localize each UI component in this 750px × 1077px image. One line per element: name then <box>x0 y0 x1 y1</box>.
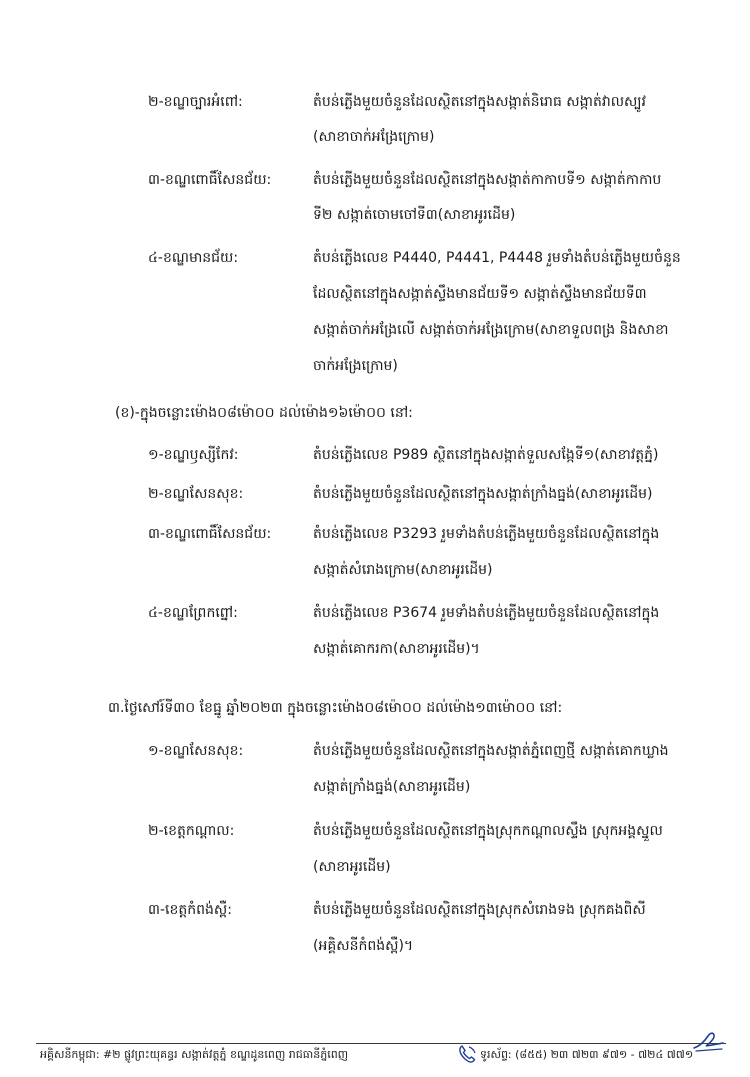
district-text-line: តំបន់ភ្លើងមួយចំនួនដែលស្ថិតនៅក្នុងសង្កាត់ក្រាំងធ្នង់(សាខាអូរដើម) <box>313 486 653 502</box>
district-label: ៣-ខណ្ឌពោធិ៍សែនជ័យ: <box>148 172 272 188</box>
section-heading: ៣.ថ្ងៃសៅរ៍ទី៣០ ខែធ្នូ ឆ្នាំ២០២៣ ក្នុងចន្លោះម៉ោង០៨ម៉ោ០០ ដល់ម៉ោង១៣ម៉ោ០០ នៅ: <box>108 700 563 716</box>
district-text-line: សង្កាត់គោករកា(សាខាអូរដើម)។ <box>313 641 480 657</box>
district-label: ៤-ខណ្ឌមានជ័យ: <box>148 250 239 266</box>
district-label: ៤-ខណ្ឌព្រែកព្នៅ: <box>148 605 238 621</box>
phone-icon <box>456 1043 478 1065</box>
district-text-line: តំបន់ភ្លើងមួយចំនួនដែលស្ថិតនៅក្នុងសង្កាត់ភ្នំពេញថ្មី សង្កាត់គោកឃ្លាង <box>313 743 669 759</box>
district-text-line: តំបន់ភ្លើងមួយចំនួនដែលស្ថិតនៅក្នុងស្រុកកណ្ដាលស្ទឹង ស្រុកអង្គស្នួល <box>313 823 663 839</box>
district-label: ១-ខណ្ឌសែនសុខ: <box>148 743 244 759</box>
district-text-line: ដែលស្ថិតនៅក្នុងសង្កាត់ស្ទឹងមានជ័យទី១ សង្កាត់ស្ទឹងមានជ័យទី៣ <box>313 286 647 302</box>
district-text-line: តំបន់ភ្លើងលេខ P3293 រួមទាំងតំបន់ភ្លើងមួយចំនួនដែលស្ថិតនៅក្នុង <box>313 526 660 542</box>
district-label: ២-ខណ្ឌសែនសុខ: <box>148 486 244 502</box>
district-text-line: តំបន់ភ្លើងមួយចំនួនដែលស្ថិតនៅក្នុងសង្កាត់និរោធ សង្កាត់វាលស្បូវ <box>313 94 646 110</box>
district-text-line: តំបន់ភ្លើងមួយចំនួនដែលស្ថិតនៅក្នុងស្រុកសំរោងទង ស្រុកគងពិសី <box>313 902 646 918</box>
footer-divider <box>36 1043 726 1044</box>
district-text-line: (អគ្គិសនីកំពង់ស្ពឺ)។ <box>313 938 414 954</box>
footer-phone: ទូរស័ព្ទ: (៨៥៥) ២៣ ៧២៣ ៩៧១ - ៧២៤ ៧៧១ <box>480 1048 694 1061</box>
district-text-line: ចាក់អង្រែក្រោម) <box>313 358 398 374</box>
district-text-line: សង្កាត់សំរោងក្រោម(សាខាអូរដើម) <box>313 562 493 578</box>
signature-mark <box>690 1028 726 1054</box>
time-range-subheading: (ខ)-ក្នុងចន្លោះម៉ោង០៨ម៉ោ០០ ដល់ម៉ោង១៦ម៉ោ០០ នៅ: <box>115 405 413 421</box>
district-text-line: ទី២ សង្កាត់ចោមចៅទី៣(សាខាអូរដើម) <box>313 207 516 223</box>
district-text-line: តំបន់ភ្លើងលេខ P3674 រួមទាំងតំបន់ភ្លើងមួយចំនួនដែលស្ថិតនៅក្នុង <box>313 605 660 621</box>
district-text-line: សង្កាត់ក្រាំងធ្នង់(សាខាអូរដើម) <box>313 779 471 795</box>
district-label: ២-ខណ្ឌច្បារអំពៅ: <box>148 94 243 110</box>
district-text-line: (សាខាអូរដើម) <box>313 859 391 875</box>
district-text-line: (សាខាចាក់អង្រែក្រោម) <box>313 129 435 145</box>
district-text-line: តំបន់ភ្លើងលេខ P989 ស្ថិតនៅក្នុងសង្កាត់ទួលសង្កែទី១(សាខាវត្តភ្នំ) <box>313 447 659 463</box>
province-label: ២-ខេត្តកណ្ដាល: <box>148 823 235 839</box>
district-text-line: សង្កាត់ចាក់អង្រែលើ សង្កាត់ចាក់អង្រែក្រោម(សាខាទួលពង្រ និងសាខា <box>313 322 669 338</box>
district-label: ១-ខណ្ឌឫស្សីកែវ: <box>148 447 239 463</box>
district-text-line: តំបន់ភ្លើងមួយចំនួនដែលស្ថិតនៅក្នុងសង្កាត់កាកាបទី១ សង្កាត់កាកាប <box>313 172 662 188</box>
province-label: ៣-ខេត្តកំពង់ស្ពឺ: <box>148 902 232 918</box>
footer-address: អគ្គិសនីកម្ពុជា: #២ ផ្លូវព្រះយុគន្ធរ សង្កាត់វត្តភ្នំ ខណ្ឌដូនពេញ រាជធានីភ្នំពេញ <box>40 1048 349 1061</box>
district-text-line: តំបន់ភ្លើងលេខ P4440, P4441, P4448 រួមទាំងតំបន់ភ្លើងមួយចំនួន <box>313 250 681 266</box>
district-label: ៣-ខណ្ឌពោធិ៍សែនជ័យ: <box>148 526 272 542</box>
